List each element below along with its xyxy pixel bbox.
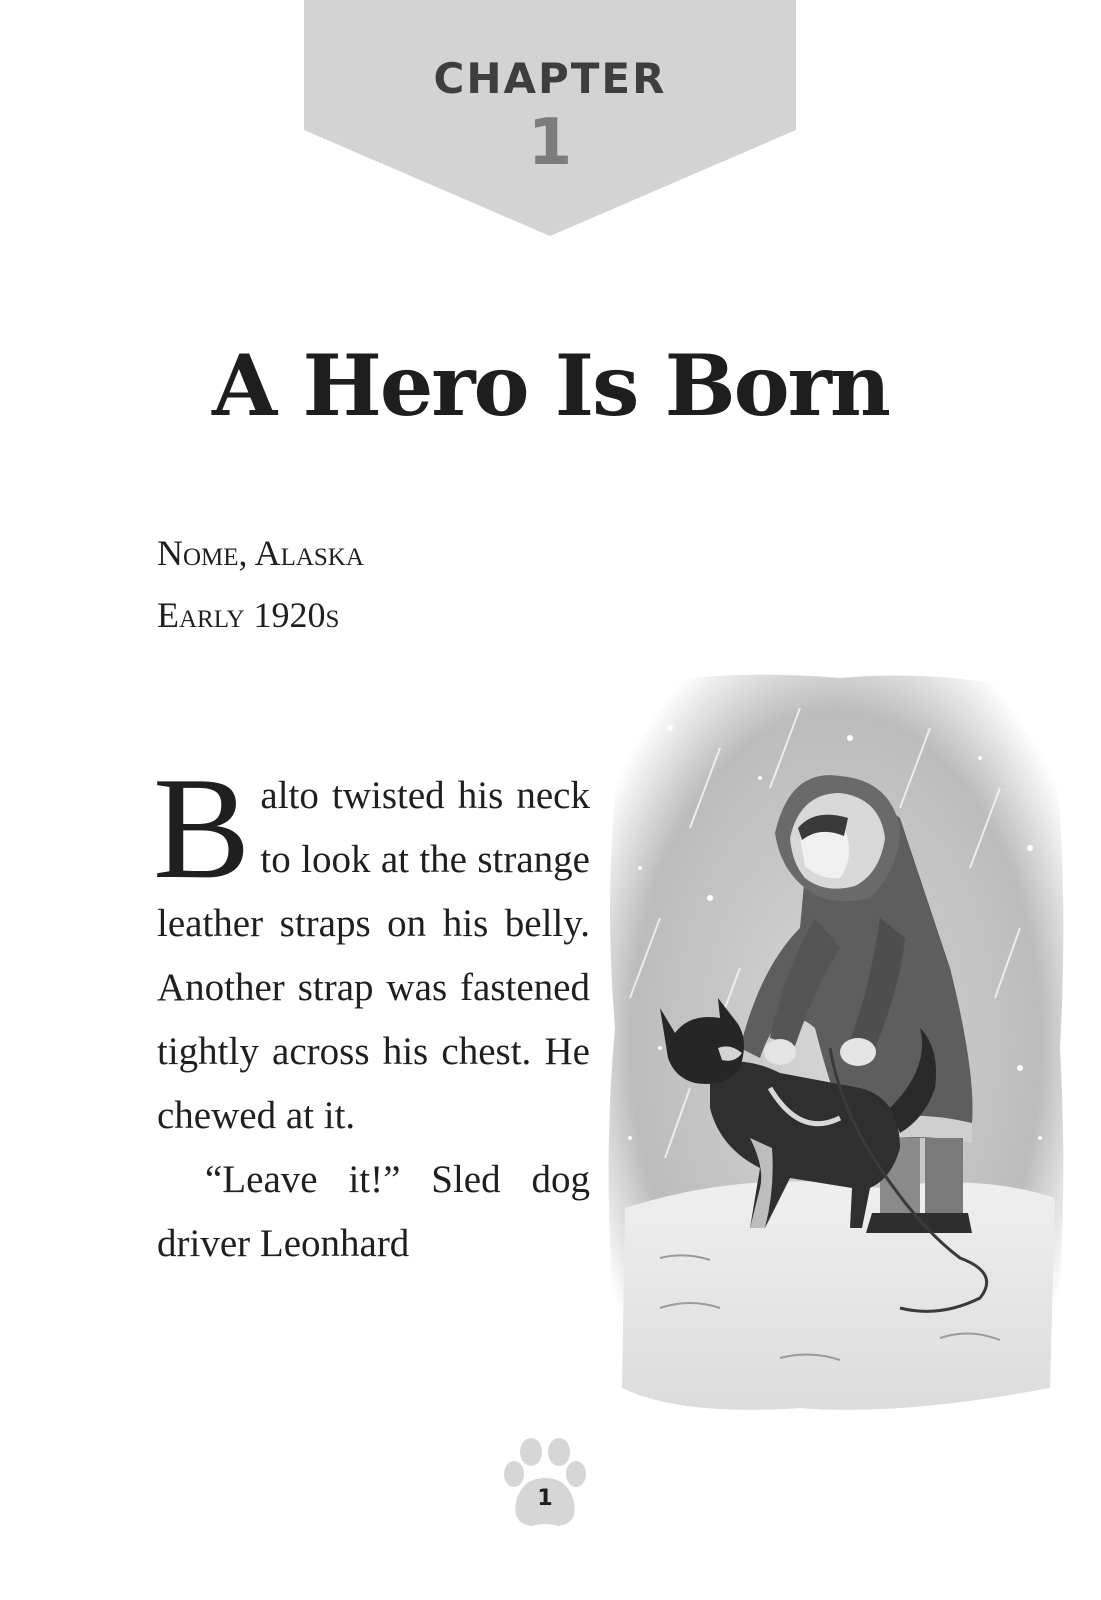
chapter-banner [304,0,796,236]
chapter-label: CHAPTER [433,54,667,103]
story-paragraph: “Leave it!” Sled dog driver Leonhard [157,1158,590,1265]
paragraph-text: alto twisted his neck to look at the strange leather straps on his belly. Another strap was fastened tightly across his chest. He chewed at it. [157,774,590,1137]
story-paragraph [153,747,590,1148]
setting-block [157,522,364,646]
paw-print-icon [500,1438,590,1530]
setting-time: Early 1920s [157,595,340,635]
page-number: 1 [537,1486,553,1511]
page-footer [500,1438,590,1530]
chapter-title: A Hero Is Born [212,336,889,435]
illustration-art [600,668,1070,1416]
setting-place: Nome, Alaska [157,533,364,573]
drop-cap: B [153,747,251,909]
story-text [153,747,590,1276]
chapter-number: 1 [527,106,573,180]
person-and-sled-dog-in-snow-illustration [600,668,1070,1416]
